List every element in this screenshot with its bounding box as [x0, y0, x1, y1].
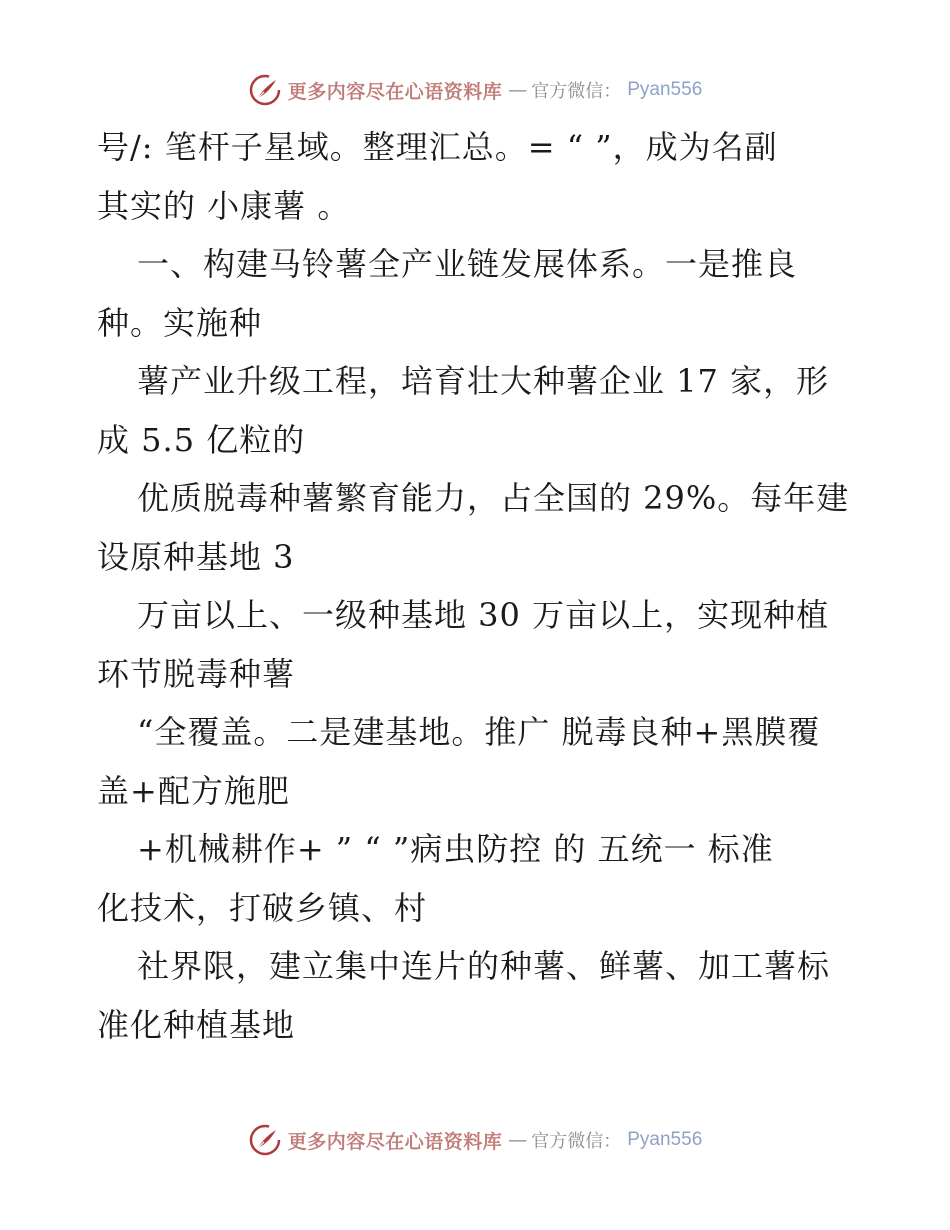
footer-watermark: [0, 1120, 950, 1160]
body-line-8: 设原种基地 3: [97, 537, 295, 576]
footer-dash: —: [508, 1129, 526, 1151]
header-official-label: 官方微信：: [531, 81, 622, 102]
body-line-3: 一、构建马铃薯全产业链发展体系。一是推良: [137, 245, 798, 283]
body-line-6: 成 5.5 亿粒的: [97, 420, 306, 459]
header-watermark: [0, 70, 950, 110]
body-line-9: 万亩以上、一级种基地 30 万亩以上，实现种植: [137, 596, 830, 634]
body-line-5: 薯产业升级工程，培育壮大种薯企业 17 家，形: [137, 362, 830, 400]
body-line-12: 盖+配方施肥: [97, 771, 290, 810]
body-line-16: 准化种植基地: [97, 1005, 296, 1044]
body-line-2: 其实的 小康薯 。: [97, 186, 351, 225]
feather-quill-logo-icon: [248, 1123, 282, 1157]
header-dash: —: [508, 79, 526, 101]
body-line-10: 环节脱毒种薯: [97, 654, 296, 693]
footer-official-label: 官方微信：: [531, 1131, 622, 1152]
body-line-4: 种。实施种: [97, 303, 263, 342]
feather-quill-logo-icon: [248, 73, 282, 107]
body-line-14: 化技术，打破乡镇、村: [97, 888, 428, 927]
document-body: [97, 118, 857, 1054]
body-line-15: 社界限，建立集中连片的种薯、鲜薯、加工薯标: [137, 947, 831, 985]
body-line-13: +机械耕作+ ” “ ”病虫防控 的 五统一 标准: [137, 830, 774, 868]
footer-wechat-id: Pyan556: [627, 1129, 703, 1150]
footer-brand-text: 更多内容尽在心语资料库: [287, 1130, 503, 1153]
body-line-1: 号/: 笔杆子星域。整理汇总。= “ ”，成为名副: [97, 128, 778, 166]
header-brand-text: 更多内容尽在心语资料库: [287, 80, 503, 103]
header-wechat-id: Pyan556: [627, 79, 703, 100]
body-line-7: 优质脱毒种薯繁育能力，占全国的 29%。每年建: [137, 479, 850, 517]
body-line-11: “全覆盖。二是建基地。推广 脱毒良种+黑膜覆: [137, 713, 821, 751]
